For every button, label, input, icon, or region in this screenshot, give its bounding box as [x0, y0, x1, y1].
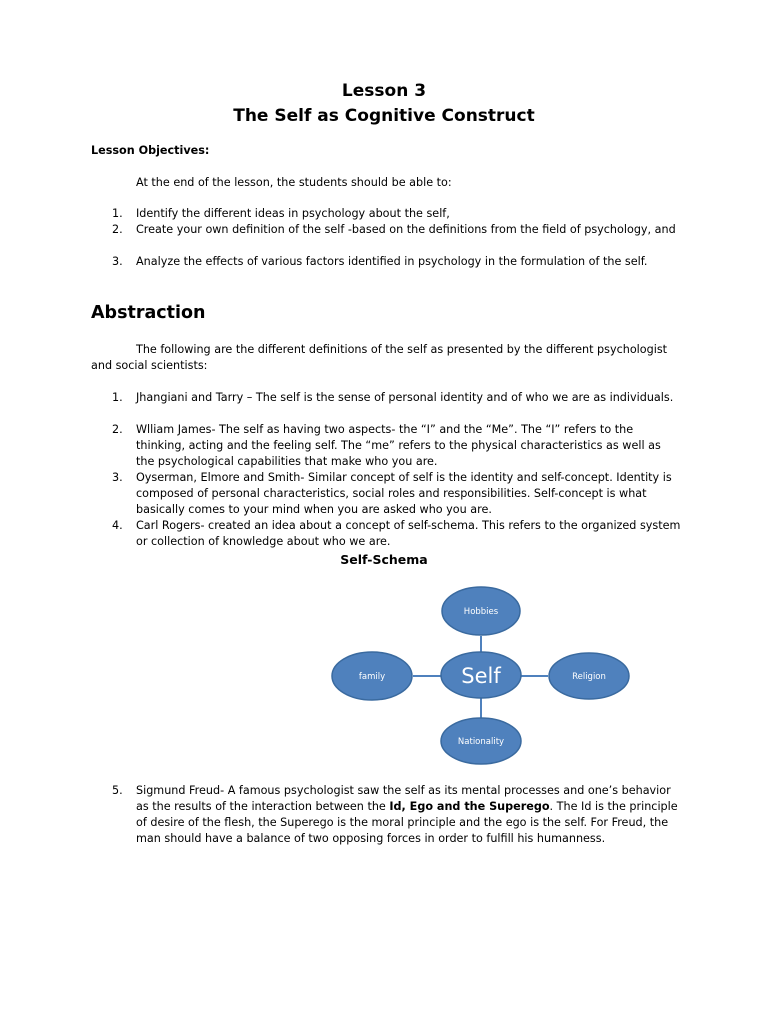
freud-text-part: . The Id is the principle of desire of the flesh, the Superego is the moral principle and the ego is the self. For Freud, the man should have a balance of two opposing forces in order to fulfill his humanness. — [136, 800, 678, 845]
list-number: 3. — [112, 255, 123, 268]
freud-text — [136, 783, 681, 847]
list-text: Wlliam James- The self as having two aspects- the “I” and the “Me”. The “I” refers to the thinking, acting and the feeling self. The “me” refers to the physical characteristics as well as the psychological capabilities that make who you are. — [136, 423, 661, 468]
node-label: Hobbies — [463, 607, 499, 617]
schema-title: Self-Schema — [340, 552, 428, 567]
list-number: 5. — [112, 784, 123, 797]
list-text: Carl Rogers- created an idea about a concept of self-schema. This refers to the organized system or collection of knowledge about who we are. — [136, 519, 681, 548]
node-religion — [549, 653, 629, 699]
node-label: Self — [461, 664, 501, 688]
node-family — [332, 652, 412, 700]
section-heading: Abstraction — [91, 303, 206, 323]
list-text: Jhangiani and Tarry – The self is the sense of personal identity and of who we are as individuals. — [136, 391, 674, 404]
node-label: Nationality — [457, 737, 505, 747]
objectives-intro: At the end of the lesson, the students should be able to: — [136, 176, 452, 189]
list-number: 1. — [112, 391, 123, 404]
page-title: The Self as Cognitive Construct — [233, 106, 535, 126]
node-label: Religion — [572, 672, 606, 682]
list-text: Create your own definition of the self -based on the definitions from the field of psychology, and — [136, 223, 676, 236]
list-number: 4. — [112, 519, 123, 532]
node-nationality — [441, 718, 521, 764]
list-text: Identify the different ideas in psychology about the self, — [136, 207, 450, 220]
node-self — [441, 652, 521, 698]
list-number: 1. — [112, 207, 123, 220]
objectives-label: Lesson Objectives: — [91, 144, 210, 157]
list-number: 3. — [112, 471, 123, 484]
abstraction-intro: The following are the different definitions of the self as presented by the different psychologist and social scientists: — [91, 343, 668, 372]
list-number: 2. — [112, 223, 123, 236]
freud-text-part: Sigmund Freud- A famous psychologist saw the self as its mental processes and one’s behavior as the results of the interaction between the — [136, 784, 671, 813]
list-text: Analyze the effects of various factors identified in psychology in the formulation of the self. — [136, 255, 648, 268]
list-text: Oyserman, Elmore and Smith- Similar concept of self is the identity and self-concept. Identity is composed of personal characteristics, social roles and responsibilities. Self-concept is what basically comes to your mind when you are asked who you are. — [136, 471, 672, 516]
lesson-number: Lesson 3 — [341, 81, 427, 101]
node-label: family — [358, 672, 386, 682]
node-hobbies — [442, 587, 520, 635]
list-number: 2. — [112, 423, 123, 436]
freud-bold-terms: Id, Ego and the Superego — [389, 800, 550, 813]
